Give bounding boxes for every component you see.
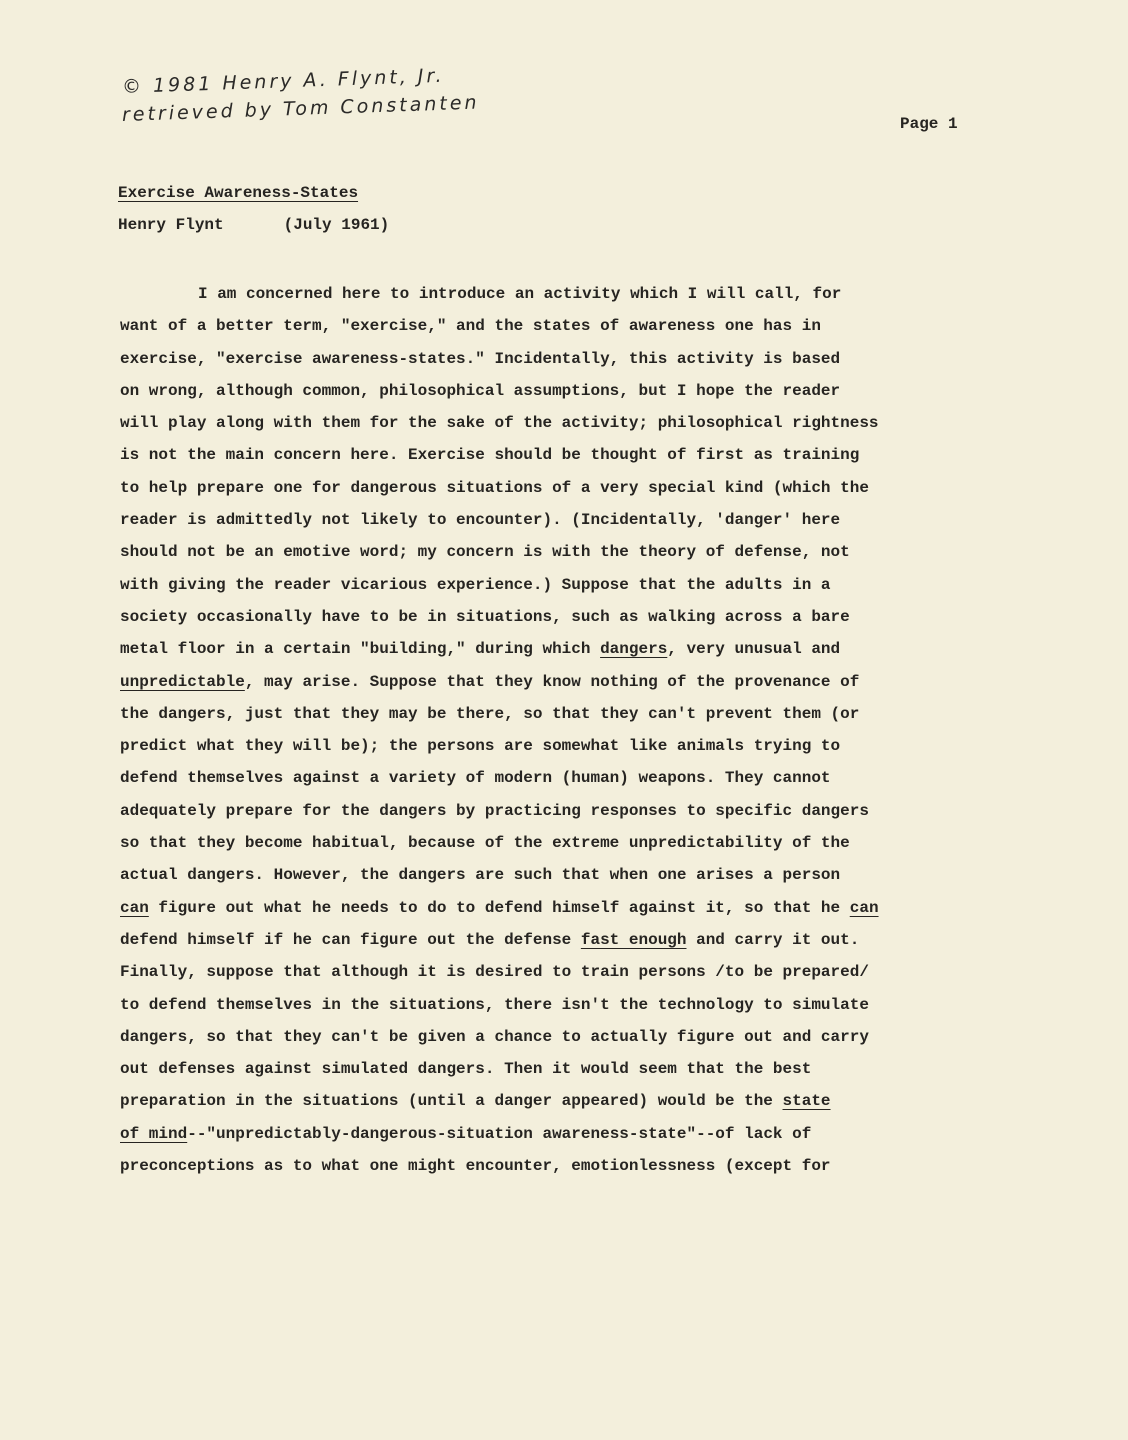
text-segment: defend himself if he can figure out the defense bbox=[120, 930, 581, 949]
text-line: out defenses against simulated dangers. Then it would seem that the best bbox=[120, 1060, 812, 1079]
underlined-word: can bbox=[849, 898, 879, 917]
author-name: Henry Flynt bbox=[118, 216, 224, 234]
insertion-mark: / bbox=[715, 963, 725, 982]
body-paragraph bbox=[120, 278, 1020, 1182]
text-segment: --"unpredictably-dangerous-situation awareness-state"--of lack of bbox=[187, 1124, 812, 1143]
text-line: defend themselves against a variety of modern (human) weapons. They cannot bbox=[120, 769, 831, 788]
text-line: exercise, "exercise awareness-states." Incidentally, this activity is based bbox=[120, 349, 841, 368]
byline bbox=[118, 216, 389, 234]
text-line: actual dangers. However, the dangers are such that when one arises a person bbox=[120, 866, 841, 885]
text-line bbox=[120, 892, 1020, 924]
text-line bbox=[120, 1118, 1020, 1150]
text-line: predict what they will be); the persons are somewhat like animals trying to bbox=[120, 737, 841, 756]
underlined-word: dangers bbox=[600, 640, 668, 659]
page-number: Page 1 bbox=[900, 115, 958, 133]
text-line bbox=[120, 666, 1020, 698]
text-segment: metal floor in a certain "building," during which bbox=[120, 640, 601, 659]
text-line: is not the main concern here. Exercise should be thought of first as training bbox=[120, 446, 860, 465]
text-line: adequately prepare for the dangers by practicing responses to specific dangers bbox=[120, 801, 869, 820]
text-segment: to be prepared bbox=[724, 963, 860, 982]
text-line bbox=[120, 633, 1020, 665]
text-line bbox=[120, 956, 1020, 988]
underlined-word: unpredictable bbox=[120, 672, 245, 691]
insertion-mark: / bbox=[859, 963, 869, 982]
text-line bbox=[120, 924, 1020, 956]
handwritten-retrieval-note: retrieved by Tom Constanten bbox=[121, 91, 480, 126]
document-title: Exercise Awareness-States bbox=[118, 184, 359, 202]
text-segment: preparation in the situations (until a danger appeared) would be the bbox=[120, 1092, 783, 1111]
text-segment: , very unusual and bbox=[667, 640, 841, 659]
handwritten-copyright-note: © 1981 Henry A. Flynt, Jr. bbox=[121, 64, 445, 98]
text-line: on wrong, although common, philosophical assumptions, but I hope the reader bbox=[120, 381, 841, 400]
text-line: reader is admittedly not likely to encounter). (Incidentally, 'danger' here bbox=[120, 511, 841, 530]
underlined-word: can bbox=[120, 898, 149, 917]
text-segment: , may arise. Suppose that they know nothing of the provenance of bbox=[244, 672, 860, 691]
text-segment: Finally, suppose that although it is desired to train persons bbox=[120, 963, 716, 982]
text-line: to defend themselves in the situations, there isn't the technology to simulate bbox=[120, 995, 869, 1014]
text-line: will play along with them for the sake of the activity; philosophical rightness bbox=[120, 414, 879, 433]
text-line: so that they become habitual, because of the extreme unpredictability of the bbox=[120, 834, 850, 853]
underlined-word: state bbox=[782, 1092, 831, 1111]
text-segment: and carry it out. bbox=[686, 930, 860, 949]
text-line: I am concerned here to introduce an activity which I will call, for bbox=[198, 285, 842, 303]
text-line: preconceptions as to what one might encounter, emotionlessness (except for bbox=[120, 1157, 831, 1176]
text-line: with giving the reader vicarious experience.) Suppose that the adults in a bbox=[120, 575, 831, 594]
text-line: dangers, so that they can't be given a chance to actually figure out and carry bbox=[120, 1027, 869, 1046]
text-line: society occasionally have to be in situations, such as walking across a bare bbox=[120, 607, 850, 626]
text-line: to help prepare one for dangerous situations of a very special kind (which the bbox=[120, 478, 869, 497]
text-line bbox=[120, 1085, 1020, 1117]
text-segment: figure out what he needs to do to defend himself against it, so that he bbox=[148, 898, 850, 917]
underlined-phrase: fast enough bbox=[580, 930, 687, 949]
text-line: want of a better term, "exercise," and the states of awareness one has in bbox=[120, 317, 821, 336]
document-date: (July 1961) bbox=[283, 216, 390, 234]
text-line: should not be an emotive word; my concern is with the theory of defense, not bbox=[120, 543, 850, 562]
text-line: the dangers, just that they may be there, so that they can't prevent them (or bbox=[120, 704, 860, 723]
underlined-phrase: of mind bbox=[120, 1124, 188, 1143]
